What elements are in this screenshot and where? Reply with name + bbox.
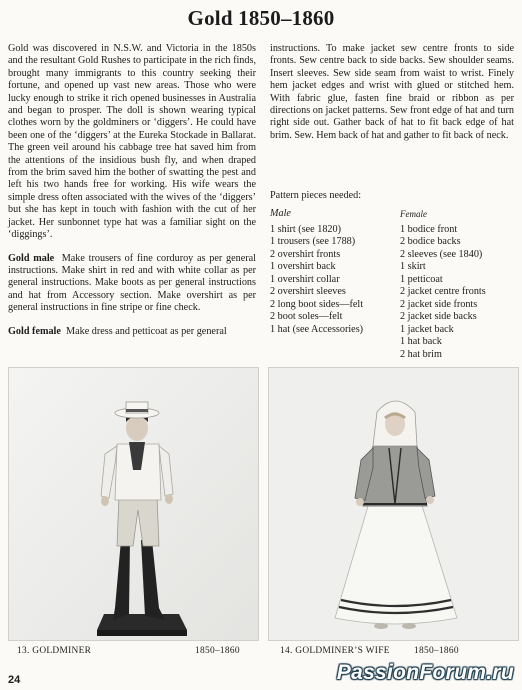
male-paragraph — [8, 253, 256, 315]
list-item: 2 jacket side fronts — [400, 298, 478, 310]
caption-goldminers-wife-years: 1850–1860 — [414, 646, 459, 656]
caption-goldminer: 13. GOLDMINER — [17, 646, 92, 656]
caption-goldminers-wife: 14. GOLDMINER’S WIFE — [280, 646, 390, 656]
left-column — [8, 43, 256, 338]
list-item: 1 bodice front — [400, 223, 458, 235]
female-paragraph — [8, 326, 256, 338]
female-text: Make dress and petticoat as per general — [66, 325, 227, 337]
list-item: 1 jacket back — [400, 323, 454, 335]
male-pattern-list — [270, 208, 398, 336]
caption-goldminer-years: 1850–1860 — [195, 646, 240, 656]
female-pattern-list — [400, 208, 520, 361]
list-item: 2 hat brim — [400, 348, 442, 360]
list-item: 1 trousers (see 1788) — [270, 236, 356, 247]
male-list-header: Male — [270, 208, 291, 219]
list-item: 1 skirt — [400, 261, 426, 272]
goldminers-wife-doll-illustration — [269, 368, 518, 640]
goldminer-photo — [8, 367, 259, 641]
page-title: Gold 1850–1860 — [187, 6, 335, 30]
right-column — [270, 43, 514, 142]
goldminers-wife-photo — [268, 367, 519, 641]
page-number: 24 — [8, 674, 21, 686]
female-heading: Gold female — [8, 325, 61, 337]
list-item: 1 overshirt back — [270, 261, 336, 272]
male-heading: Gold male — [8, 252, 55, 264]
list-item: 1 petticoat — [400, 273, 443, 285]
list-item: 1 overshirt collar — [270, 273, 340, 285]
list-item: 2 overshirt fronts — [270, 248, 341, 260]
list-item: 1 hat (see Accessories) — [270, 323, 364, 335]
list-item: 2 jacket side backs — [400, 311, 477, 322]
list-item: 2 bodice backs — [400, 236, 461, 247]
list-item: 2 boot soles—felt — [270, 311, 343, 322]
goldminer-doll-illustration — [9, 368, 258, 640]
list-item: 1 shirt (see 1820) — [270, 223, 342, 235]
female-list-header: Female — [400, 209, 427, 219]
list-item: 2 overshirt sleeves — [270, 286, 346, 297]
male-text: Make trousers of fine corduroy as per general instructions. Make shirt in red and with white collar as per general instructions. Make boots as per general instructions and hat from Accessory section. Make overshirt as per general instructions in fine stripe or fine check. — [8, 252, 256, 314]
intro-paragraph: Gold was discovered in N.S.W. and Victoria in the 1850s and the resultant Gold Rushes to participate in the rich finds, brought many immigrants to this country seeking their fortune, and opened up vast new areas. Those who were lucky enough to strike it rich opened businesses in Australia and began to prosper. The doll is shown wearing typical clothes worn by the goldminers or ‘diggers’. He could have been one of the ‘diggers’ at the Eureka Stockade in Ballarat. The green veil around his cabbage tree hat saved him from the attentions of the insidious bush fly, and when draped from the brim saved him the bother of swatting the pest and left his two hands free for working. His wife wears the simple dress often associated with the wives of the ‘diggers’ but she has kept in touch with fashion with the cut of her jacket. Her sunbonnet type hat was a familiar sight on the ‘diggings’. — [8, 43, 256, 241]
list-item: 1 hat back — [400, 336, 442, 347]
pattern-heading: Pattern pieces needed: — [270, 190, 362, 201]
list-item: 2 long boot sides—felt — [270, 298, 364, 310]
list-item: 2 jacket centre fronts — [400, 286, 486, 297]
continued-paragraph: instructions. To make jacket sew centre fronts to side fronts. Sew centre back to side backs. Sew shoulder seams. Insert sleeves. Sew side seam from waist to wrist. Finely hem jacket edges and wrist with glued or stitched hem. With fabric glue, fasten fine braid or ribbon as per directions on jacket patterns. Sew front edge of hat and turn right side out. Gather back of hat to fit back edge of hat brim. Sew. Hem back of hat and gather to fit back of neck. — [270, 43, 514, 141]
watermark: PassionForum.ru — [336, 661, 514, 684]
list-item: 2 sleeves (see 1840) — [400, 248, 483, 260]
